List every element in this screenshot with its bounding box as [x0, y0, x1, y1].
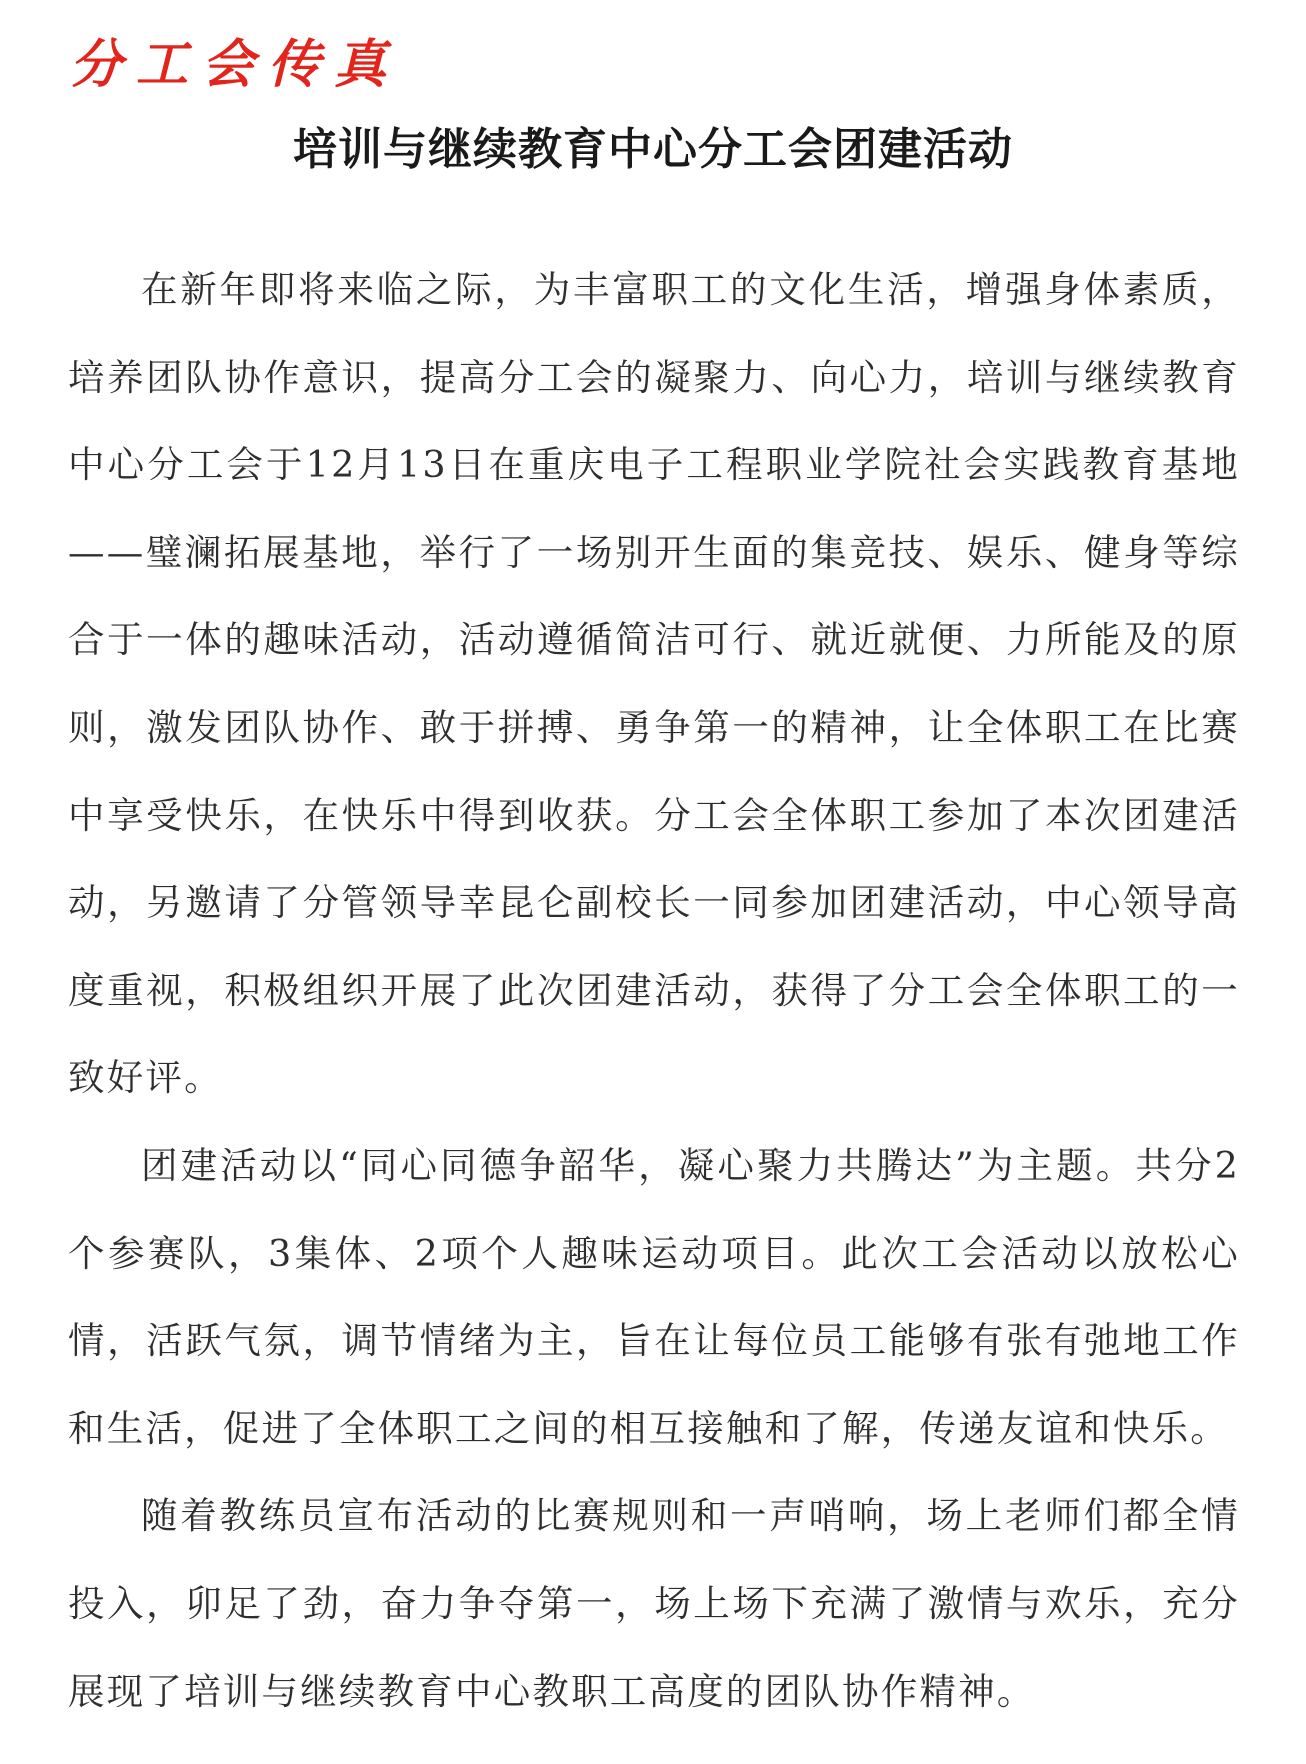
paragraph-3: 随着教练员宣布活动的比赛规则和一声哨响，场上老师们都全情投入，卯足了劲，奋力争夺第一，场上场下充满了激情与欢乐，充分展现了培训与继续教育中心教职工高度的团队协作精神。 — [68, 1494, 1240, 1713]
article-title: 培训与继续教育中心分工会团建活动 — [293, 124, 1013, 175]
paragraph-2: 团建活动以“同心同德争韶华，凝心聚力共腾达”为主题。共分2个参赛队，3集体、2项个人趣味运动项目。此次工会活动以放松心情，活跃气氛，调节情绪为主，旨在让每位员工能够有张有弛地工作和生活，促进了全体职工之间的相互接触和了解，传递友谊和快乐。 — [68, 1143, 1240, 1450]
paragraph-1: 在新年即将来临之际，为丰富职工的文化生活，增强身体素质，培养团队协作意识，提高分工会的凝聚力、向心力，培训与继续教育中心分工会于12月13日在重庆电子工程职业学院社会实践教育基地——璧澜拓展基地，举行了一场别开生面的集竞技、娱乐、健身等综合于一体的趣味活动，活动遵循简洁可行、就近就便、力所能及的原则，激发团队协作、敢于拼搏、勇争第一的精神，让全体职工在比赛中享受快乐，在快乐中得到收获。分工会全体职工参加了本次团建活动，另邀请了分管领导幸昆仑副校长一同参加团建活动，中心领导高度重视，积极组织开展了此次团建活动，获得了分工会全体职工的一致好评。 — [68, 268, 1240, 1100]
masthead-logo: 分工会传真 — [70, 34, 401, 95]
article-body — [68, 246, 1240, 1735]
